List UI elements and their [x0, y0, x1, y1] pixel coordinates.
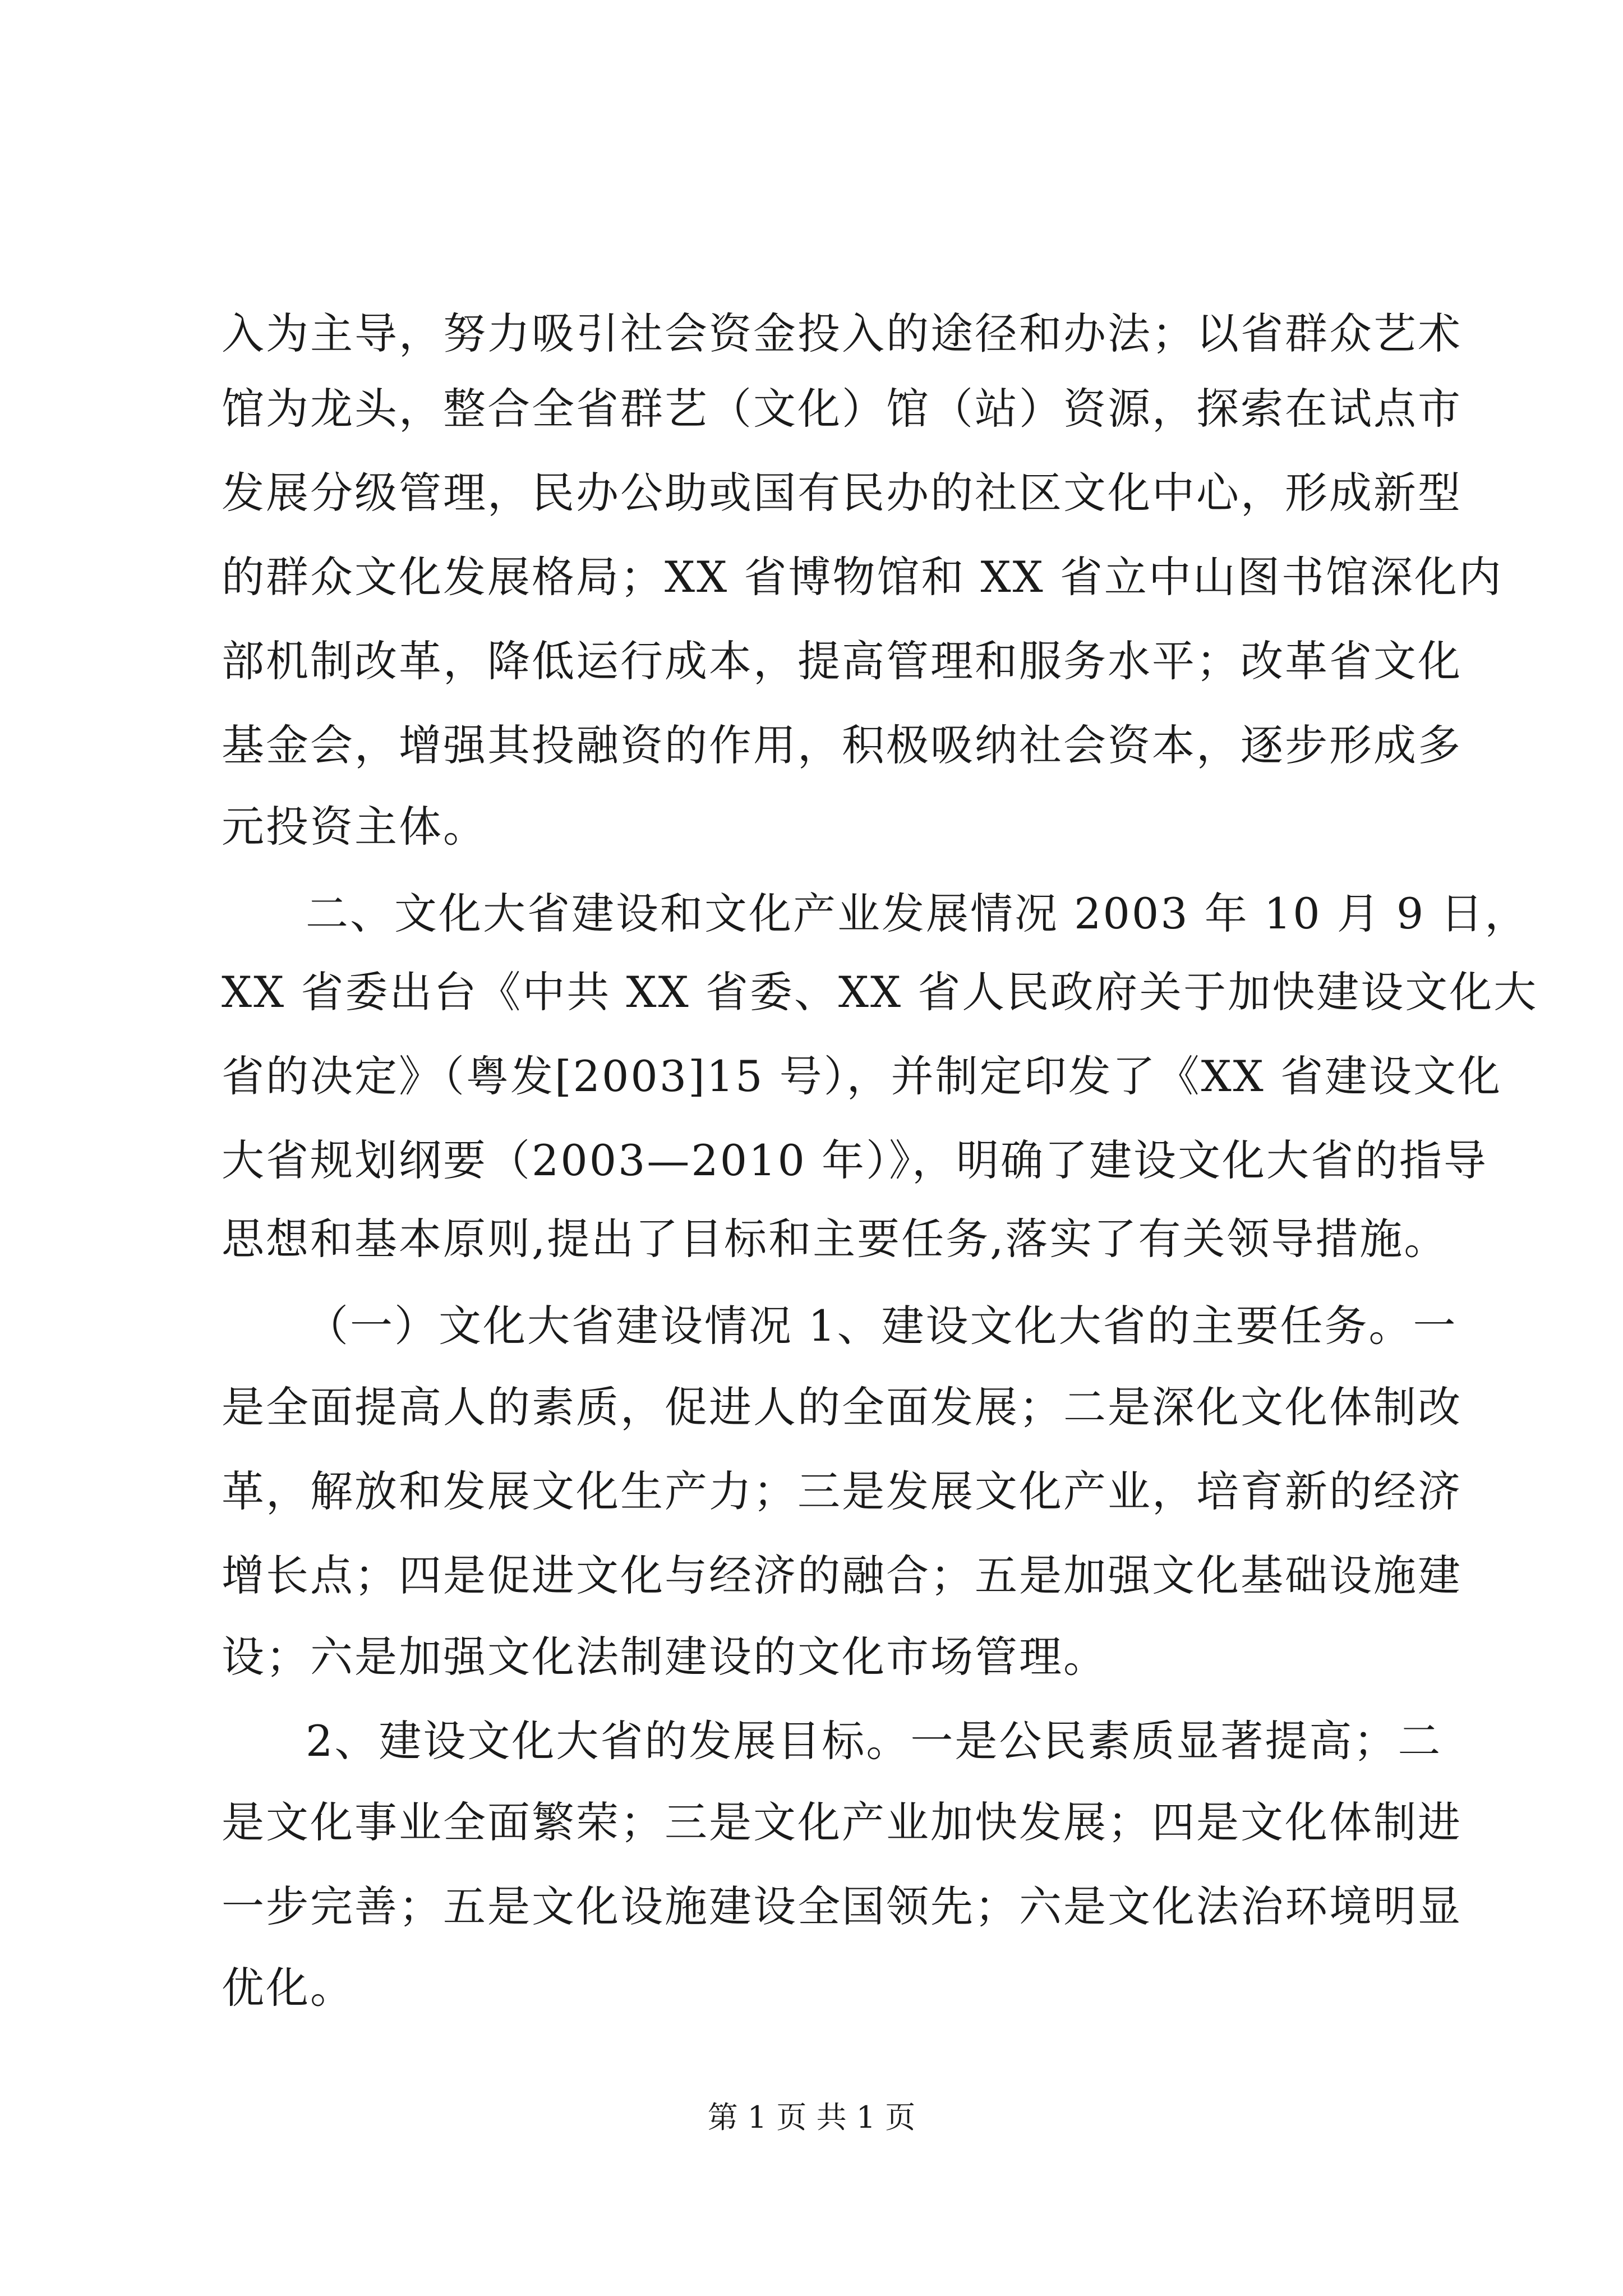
- text-line: 一步完善；五是文化设施建设全国领先；六是文化法治环境明显: [222, 1881, 1462, 1931]
- text-line: 优化。: [222, 1963, 354, 2013]
- text-line: 元投资主体。: [222, 802, 487, 852]
- text-line: 思想和基本原则,提出了目标和主要任务,落实了有关领导措施。: [222, 1214, 1449, 1264]
- page-footer: 第 1 页 共 1 页: [707, 2100, 916, 2135]
- text-line: 是文化事业全面繁荣；三是文化产业加快发展；四是文化体制进: [222, 1797, 1462, 1847]
- text-line: 省的决定》（粤发[2003]15 号），并制定印发了《XX 省建设文化: [222, 1051, 1502, 1101]
- text-line: 入为主导，努力吸引社会资金投入的途径和办法；以省群众艺术: [222, 309, 1462, 358]
- text-line: 革，解放和发展文化生产力；三是发展文化产业，培育新的经济: [222, 1466, 1462, 1516]
- paragraph-start-line: 2、建设文化大省的发展目标。一是公民素质显著提高；二: [306, 1716, 1442, 1766]
- text-line: 发展分级管理，民办公助或国有民办的社区文化中心，形成新型: [222, 468, 1462, 518]
- paragraph-start-line: 二、文化大省建设和文化产业发展情况 2003 年 10 月 9 日，: [306, 889, 1529, 938]
- text-line: 部机制改革，降低运行成本，提高管理和服务水平；改革省文化: [222, 636, 1462, 686]
- text-line: XX 省委出台《中共 XX 省委、XX 省人民政府关于加快建设文化大: [222, 967, 1538, 1017]
- text-line: 设；六是加强文化法制建设的文化市场管理。: [222, 1632, 1108, 1682]
- paragraph-start-line: （一）文化大省建设情况 1、建设文化大省的主要任务。一: [306, 1301, 1458, 1351]
- text-line: 馆为龙头，整合全省群艺（文化）馆（站）资源，探索在试点市: [222, 384, 1462, 434]
- text-line: 的群众文化发展格局；XX 省博物馆和 XX 省立中山图书馆深化内: [222, 552, 1503, 602]
- text-line: 是全面提高人的素质，促进人的全面发展；二是深化文化体制改: [222, 1382, 1462, 1432]
- text-line: 增长点；四是促进文化与经济的融合；五是加强文化基础设施建: [222, 1550, 1462, 1600]
- text-line: 基金会，增强其投融资的作用，积极吸纳社会资本，逐步形成多: [222, 720, 1462, 770]
- text-line: 大省规划纲要（2003—2010 年）》，明确了建设文化大省的指导: [222, 1135, 1488, 1185]
